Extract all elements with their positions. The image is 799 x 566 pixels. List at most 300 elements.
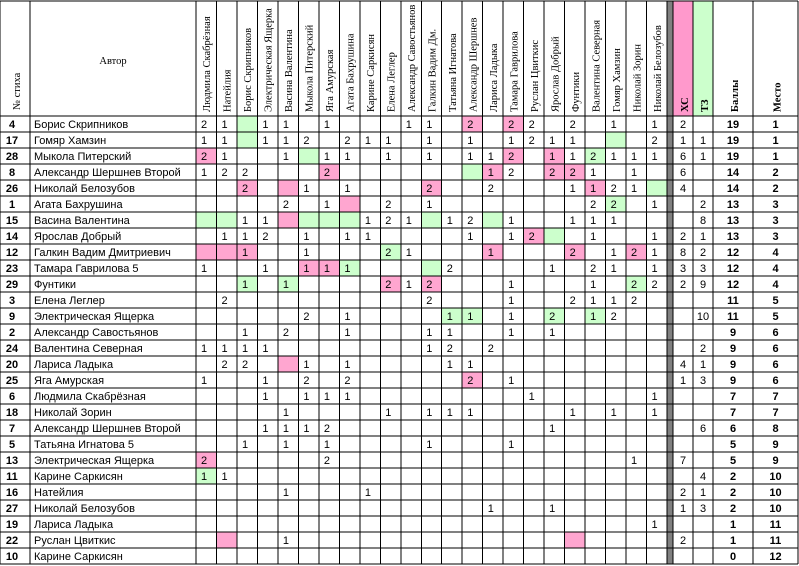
tz-column-header: ТЗ bbox=[700, 99, 711, 112]
author-column-header: Автор bbox=[99, 56, 127, 67]
score-cell: 1 bbox=[467, 135, 474, 147]
place-value: 12 bbox=[769, 551, 782, 563]
poem-number: 12 bbox=[5, 247, 19, 259]
score-cell: 1 bbox=[385, 135, 392, 147]
score-cell: 1 bbox=[201, 471, 208, 483]
score-cell: 1 bbox=[221, 231, 228, 243]
score-cell: 1 bbox=[344, 263, 351, 275]
points-total: 13 bbox=[726, 215, 740, 227]
score-cell: 1 bbox=[549, 503, 556, 515]
table-row bbox=[9, 439, 779, 451]
score-cell: 1 bbox=[262, 391, 269, 403]
score-cell: 1 bbox=[569, 135, 576, 147]
score-cell: 1 bbox=[508, 135, 515, 147]
highlight-cell-green bbox=[339, 212, 359, 228]
author-name: Лариса Ладыка bbox=[34, 359, 114, 371]
score-cell: 1 bbox=[467, 359, 474, 371]
judge-column-header: Мыкола Питерский bbox=[304, 24, 316, 112]
table-row bbox=[9, 167, 779, 179]
author-name: Людмила Скабрёзная bbox=[34, 391, 146, 403]
score-cell: 1 bbox=[221, 471, 228, 483]
score-cell: 1 bbox=[241, 215, 249, 227]
points-total: 9 bbox=[729, 343, 737, 355]
score-cell: 1 bbox=[385, 407, 392, 419]
poem-number: 7 bbox=[8, 423, 16, 435]
score-cell: 2 bbox=[446, 263, 453, 275]
place-value: 2 bbox=[772, 167, 779, 179]
score-cell: 2 bbox=[241, 359, 249, 371]
tz-header-cell bbox=[693, 1, 713, 116]
score-cell: 2 bbox=[385, 247, 392, 259]
author-name: Тамара Гаврилова 5 bbox=[34, 263, 139, 275]
score-cell: 1 bbox=[262, 263, 269, 275]
score-cell: 2 bbox=[590, 151, 597, 163]
score-cell: 2 bbox=[262, 231, 269, 243]
author-name: Николай Белозубов bbox=[34, 183, 135, 195]
place-value: 10 bbox=[769, 487, 782, 499]
place-value: 6 bbox=[772, 375, 779, 387]
score-cell: 2 bbox=[282, 199, 290, 211]
poem-number: 2 bbox=[8, 327, 16, 339]
points-total: 11 bbox=[727, 311, 739, 323]
points-total: 5 bbox=[729, 439, 737, 451]
points-total: 7 bbox=[729, 407, 737, 419]
place-value: 1 bbox=[772, 151, 779, 163]
poem-number: 20 bbox=[5, 359, 19, 371]
score-cell: 1 bbox=[262, 119, 269, 131]
score-cell: 2 bbox=[467, 119, 474, 131]
points-total: 5 bbox=[729, 455, 737, 467]
hc-score: 6 bbox=[680, 151, 687, 163]
place-value: 7 bbox=[772, 407, 779, 419]
points-total: 12 bbox=[726, 279, 740, 291]
table-row bbox=[6, 487, 782, 499]
place-value: 1 bbox=[772, 119, 779, 131]
score-cell: 1 bbox=[446, 359, 453, 371]
poem-number: 17 bbox=[5, 135, 19, 147]
poem-number: 10 bbox=[5, 551, 19, 563]
poem-number: 19 bbox=[5, 519, 19, 531]
place-value: 4 bbox=[772, 247, 779, 259]
judge-column-header: Людмила Скабрёзная bbox=[202, 16, 214, 112]
place-column-header: Место bbox=[772, 82, 784, 112]
score-cell: 2 bbox=[467, 375, 474, 387]
highlight-cell-green bbox=[421, 260, 441, 276]
author-name: Валентина Северная bbox=[34, 343, 143, 355]
score-cell: 1 bbox=[241, 327, 249, 339]
score-cell: 2 bbox=[508, 151, 515, 163]
judge-column-header: Фунтики bbox=[570, 71, 582, 112]
poem-number: 15 bbox=[5, 215, 19, 227]
place-value: 4 bbox=[772, 279, 779, 291]
place-value: 10 bbox=[769, 471, 782, 483]
judge-column-header: Ярослав Добрый bbox=[550, 36, 562, 112]
poem-number: 28 bbox=[5, 151, 19, 163]
score-cell: 1 bbox=[323, 119, 330, 131]
score-cell: 1 bbox=[610, 119, 617, 131]
score-cell: 2 bbox=[385, 215, 392, 227]
poem-number: 5 bbox=[8, 439, 16, 451]
highlight-cell-pink bbox=[278, 180, 298, 196]
score-cell: 2 bbox=[303, 311, 310, 323]
score-cell: 1 bbox=[590, 167, 597, 179]
place-value: 8 bbox=[772, 423, 779, 435]
score-cell: 1 bbox=[631, 167, 638, 179]
highlight-cell-pink bbox=[339, 196, 359, 212]
score-cell: 1 bbox=[528, 391, 535, 403]
table-row bbox=[6, 455, 779, 467]
poem-number: 23 bbox=[5, 263, 19, 275]
score-cell: 1 bbox=[241, 247, 249, 259]
score-cell: 1 bbox=[610, 151, 617, 163]
poem-number: 29 bbox=[5, 279, 19, 291]
score-cell: 1 bbox=[344, 359, 351, 371]
score-cell: 1 bbox=[241, 279, 249, 291]
table-row bbox=[9, 391, 779, 403]
author-name: Мыкола Питерский bbox=[34, 151, 132, 163]
score-cell: 1 bbox=[201, 343, 208, 355]
score-cell: 2 bbox=[549, 311, 556, 323]
place-value: 4 bbox=[772, 263, 779, 275]
hc-column-header: ХС bbox=[680, 97, 691, 112]
table-row bbox=[6, 535, 781, 547]
score-cell: 1 bbox=[303, 247, 310, 259]
table-row bbox=[9, 311, 779, 323]
place-value: 7 bbox=[772, 391, 779, 403]
place-value: 3 bbox=[772, 215, 779, 227]
score-cell: 1 bbox=[508, 215, 515, 227]
poem-number: 27 bbox=[5, 503, 19, 515]
score-cell: 1 bbox=[610, 295, 617, 307]
highlight-cell-green bbox=[483, 212, 503, 228]
score-cell: 1 bbox=[651, 199, 658, 211]
place-value: 11 bbox=[769, 535, 782, 547]
points-total: 19 bbox=[726, 135, 740, 147]
score-cell: 2 bbox=[651, 279, 658, 291]
score-cell: 2 bbox=[426, 279, 433, 291]
score-cell: 2 bbox=[487, 183, 494, 195]
judge-column-header: Натейлия bbox=[222, 69, 234, 112]
tz-score: 4 bbox=[699, 471, 707, 483]
author-name: Николай Белозубов bbox=[34, 503, 135, 515]
highlight-cell-pink bbox=[216, 244, 236, 260]
score-cell: 1 bbox=[221, 135, 228, 147]
points-total: 1 bbox=[729, 519, 737, 531]
score-cell: 1 bbox=[262, 343, 269, 355]
author-name: Елена Леглер bbox=[34, 295, 105, 307]
judge-column-header: Александр Савостьянов bbox=[407, 4, 419, 112]
score-cell: 2 bbox=[569, 119, 576, 131]
place-value: 6 bbox=[772, 343, 779, 355]
table-row bbox=[6, 359, 779, 371]
highlight-cell-green bbox=[237, 132, 257, 148]
score-cell: 2 bbox=[610, 199, 617, 211]
table-row bbox=[9, 423, 779, 435]
author-name: Руслан Цвиткис bbox=[34, 535, 116, 547]
score-cell: 1 bbox=[487, 151, 494, 163]
place-value: 5 bbox=[772, 295, 779, 307]
judge-column-header: Тамара Гаврилова bbox=[509, 31, 521, 112]
score-cell: 1 bbox=[590, 311, 597, 323]
author-name: Электрическая Ящерка bbox=[34, 311, 155, 323]
score-cell: 2 bbox=[303, 135, 310, 147]
score-cell: 1 bbox=[651, 391, 658, 403]
points-total: 19 bbox=[726, 151, 740, 163]
judge-column-header: Галкин Вадим Дм. bbox=[427, 28, 439, 112]
score-cell: 1 bbox=[282, 423, 290, 435]
points-total: 12 bbox=[726, 247, 740, 259]
score-cell: 1 bbox=[651, 247, 658, 259]
author-name: Электрическая Ящерка bbox=[34, 455, 155, 467]
judge-column-header: Руслан Цвиткис bbox=[529, 39, 541, 112]
score-cell: 1 bbox=[262, 135, 269, 147]
highlight-cell-green bbox=[319, 212, 339, 228]
tz-score: 2 bbox=[699, 199, 707, 211]
score-cell: 2 bbox=[241, 183, 249, 195]
score-cell: 1 bbox=[221, 151, 228, 163]
score-cell: 1 bbox=[549, 263, 556, 275]
author-name: Лариса Ладыка bbox=[34, 519, 114, 531]
score-cell: 2 bbox=[241, 167, 249, 179]
score-cell: 1 bbox=[282, 279, 290, 291]
score-cell: 1 bbox=[467, 407, 474, 419]
score-cell: 2 bbox=[446, 343, 453, 355]
score-cell: 2 bbox=[590, 263, 597, 275]
poem-number: 25 bbox=[5, 375, 19, 387]
author-name: Татьяна Игнатова 5 bbox=[34, 439, 134, 451]
poem-number: 1 bbox=[8, 199, 16, 211]
score-cell: 1 bbox=[569, 183, 576, 195]
score-cell: 1 bbox=[303, 231, 310, 243]
poem-number: 16 bbox=[5, 487, 19, 499]
hc-score: 2 bbox=[680, 487, 687, 499]
score-cell: 1 bbox=[549, 423, 556, 435]
hc-score: 4 bbox=[680, 359, 687, 371]
score-cell: 1 bbox=[364, 487, 371, 499]
score-cell: 2 bbox=[528, 231, 535, 243]
score-cell: 2 bbox=[323, 423, 330, 435]
table-row bbox=[9, 295, 779, 307]
points-total: 13 bbox=[726, 231, 740, 243]
table-row bbox=[9, 199, 779, 211]
score-cell: 1 bbox=[569, 407, 576, 419]
score-cell: 1 bbox=[303, 183, 310, 195]
judge-column-header: Яга Амурская bbox=[325, 49, 337, 112]
poem-number: 8 bbox=[8, 167, 16, 179]
score-cell: 2 bbox=[385, 199, 392, 211]
score-cell: 1 bbox=[323, 199, 330, 211]
score-cell: 1 bbox=[549, 327, 556, 339]
place-value: 11 bbox=[769, 519, 782, 531]
hc-score: 2 bbox=[680, 535, 687, 547]
highlight-cell-pink bbox=[278, 356, 298, 372]
score-cell: 2 bbox=[344, 375, 351, 387]
score-cell: 1 bbox=[446, 327, 453, 339]
score-cell: 1 bbox=[426, 151, 433, 163]
hc-score: 7 bbox=[680, 455, 687, 467]
score-cell: 2 bbox=[631, 295, 638, 307]
table-row bbox=[9, 119, 779, 131]
score-cell: 1 bbox=[364, 231, 371, 243]
score-cell: 2 bbox=[610, 183, 617, 195]
score-cell: 2 bbox=[528, 135, 535, 147]
score-cell: 1 bbox=[508, 295, 515, 307]
score-cell: 1 bbox=[631, 455, 638, 467]
score-cell: 2 bbox=[528, 119, 535, 131]
tz-score: 1 bbox=[699, 231, 707, 243]
table-row bbox=[6, 519, 781, 531]
judge-column-header: Александр Шершнев bbox=[468, 17, 480, 112]
table-row bbox=[6, 503, 782, 515]
score-cell: 1 bbox=[282, 535, 290, 547]
score-cell: 1 bbox=[590, 231, 597, 243]
score-cell: 1 bbox=[487, 503, 494, 515]
score-cell: 2 bbox=[487, 343, 494, 355]
place-value: 10 bbox=[769, 503, 782, 515]
tz-score: 2 bbox=[699, 343, 707, 355]
highlight-cell-green bbox=[298, 148, 318, 164]
score-cell: 1 bbox=[221, 343, 228, 355]
points-total: 2 bbox=[729, 471, 737, 483]
judge-column-header: Николай Зорин bbox=[632, 43, 644, 112]
place-value: 9 bbox=[772, 455, 779, 467]
score-cell: 1 bbox=[631, 151, 638, 163]
score-cell: 1 bbox=[590, 215, 597, 227]
author-name: Гомяр Хамзин bbox=[34, 135, 107, 147]
author-name: Николай Зорин bbox=[34, 407, 112, 419]
score-cell: 2 bbox=[631, 247, 638, 259]
score-cell: 1 bbox=[364, 135, 371, 147]
score-cell: 1 bbox=[467, 311, 474, 323]
poem-number: 6 bbox=[8, 391, 16, 403]
score-cell: 1 bbox=[241, 343, 249, 355]
score-cell: 1 bbox=[201, 263, 208, 275]
author-name: Ярослав Добрый bbox=[34, 231, 122, 243]
highlight-cell-green bbox=[462, 164, 482, 180]
judge-column-header: Электрическая Ящерка bbox=[263, 8, 275, 112]
table-row bbox=[6, 551, 782, 563]
hc-score: 3 bbox=[680, 263, 687, 275]
author-name: Натейлия bbox=[34, 487, 84, 499]
tz-score: 3 bbox=[699, 503, 707, 515]
table-row bbox=[6, 135, 779, 147]
poem-number: 3 bbox=[8, 295, 16, 307]
poem-number: 4 bbox=[8, 119, 16, 131]
highlight-cell-green bbox=[544, 228, 564, 244]
hc-score: 1 bbox=[680, 375, 687, 387]
tz-score: 10 bbox=[696, 311, 710, 323]
score-cell: 1 bbox=[590, 295, 597, 307]
score-cell: 2 bbox=[426, 295, 433, 307]
author-name: Карине Саркисян bbox=[34, 551, 123, 563]
score-cell: 2 bbox=[344, 135, 351, 147]
points-total: 19 bbox=[726, 119, 740, 131]
score-cell: 1 bbox=[610, 263, 617, 275]
hc-score: 8 bbox=[680, 247, 687, 259]
score-cell: 2 bbox=[221, 167, 228, 179]
score-cell: 1 bbox=[569, 215, 576, 227]
score-cell: 1 bbox=[364, 215, 371, 227]
score-cell: 1 bbox=[446, 215, 453, 227]
score-cell: 1 bbox=[651, 263, 658, 275]
place-value: 9 bbox=[772, 439, 779, 451]
author-name: Галкин Вадим Дмитриевич bbox=[34, 247, 171, 259]
number-column-header: № стиха bbox=[12, 72, 23, 110]
judge-column-header: Елена Леглер bbox=[386, 52, 398, 112]
highlight-cell-green bbox=[647, 180, 667, 196]
score-cell: 2 bbox=[508, 167, 515, 179]
points-column-header: Баллы bbox=[730, 79, 741, 112]
tz-score: 2 bbox=[699, 247, 707, 259]
author-name: Александр Шершнев Второй bbox=[34, 167, 181, 179]
hc-score: 1 bbox=[680, 503, 687, 515]
score-cell: 1 bbox=[303, 359, 310, 371]
score-cell: 1 bbox=[426, 407, 433, 419]
points-total: 7 bbox=[729, 391, 737, 403]
points-total: 12 bbox=[726, 263, 740, 275]
score-cell: 2 bbox=[201, 455, 208, 467]
score-cell: 2 bbox=[508, 119, 515, 131]
points-total: 0 bbox=[729, 551, 737, 563]
score-cell: 1 bbox=[405, 215, 412, 227]
score-cell: 1 bbox=[201, 375, 208, 387]
table-row bbox=[6, 471, 781, 483]
tz-score: 3 bbox=[699, 263, 707, 275]
judge-column-header: Васина Валентина bbox=[284, 29, 296, 112]
score-cell: 1 bbox=[467, 231, 474, 243]
score-cell: 1 bbox=[426, 439, 433, 451]
judge-column-header: Лариса Ладыка bbox=[488, 43, 500, 112]
score-cell: 1 bbox=[569, 151, 576, 163]
score-cell: 1 bbox=[508, 327, 515, 339]
score-cell: 2 bbox=[323, 455, 330, 467]
score-cell: 1 bbox=[405, 279, 412, 291]
score-cell: 1 bbox=[446, 407, 453, 419]
score-cell: 1 bbox=[426, 199, 433, 211]
score-cell: 1 bbox=[508, 231, 515, 243]
score-cell: 1 bbox=[508, 439, 515, 451]
score-cell: 1 bbox=[282, 439, 290, 451]
score-cell: 1 bbox=[426, 343, 433, 355]
author-name: Александр Савостьянов bbox=[34, 327, 159, 339]
score-cell: 2 bbox=[282, 327, 290, 339]
score-cell: 1 bbox=[590, 183, 597, 195]
score-cell: 2 bbox=[569, 247, 576, 259]
place-value: 6 bbox=[772, 359, 779, 371]
score-cell: 1 bbox=[221, 119, 228, 131]
score-cell: 1 bbox=[344, 231, 351, 243]
author-name: Александр Шершнев Второй bbox=[34, 423, 181, 435]
tz-score: 1 bbox=[699, 135, 707, 147]
tz-score: 1 bbox=[699, 359, 707, 371]
poem-number: 14 bbox=[5, 231, 19, 243]
score-cell: 1 bbox=[610, 407, 617, 419]
points-total: 14 bbox=[726, 183, 740, 195]
score-cell: 2 bbox=[303, 375, 310, 387]
table-row bbox=[6, 407, 779, 419]
points-total: 14 bbox=[726, 167, 740, 179]
place-value: 6 bbox=[772, 327, 779, 339]
score-cell: 1 bbox=[282, 487, 290, 499]
score-cell: 1 bbox=[323, 263, 330, 275]
highlight-cell-green bbox=[421, 212, 441, 228]
judge-column-header: Агата Бахрушина bbox=[345, 33, 357, 112]
score-cell: 1 bbox=[549, 151, 556, 163]
highlight-cell-pink bbox=[196, 244, 216, 260]
score-cell: 1 bbox=[303, 423, 310, 435]
score-cell: 1 bbox=[344, 391, 351, 403]
poem-number: 24 bbox=[5, 343, 19, 355]
